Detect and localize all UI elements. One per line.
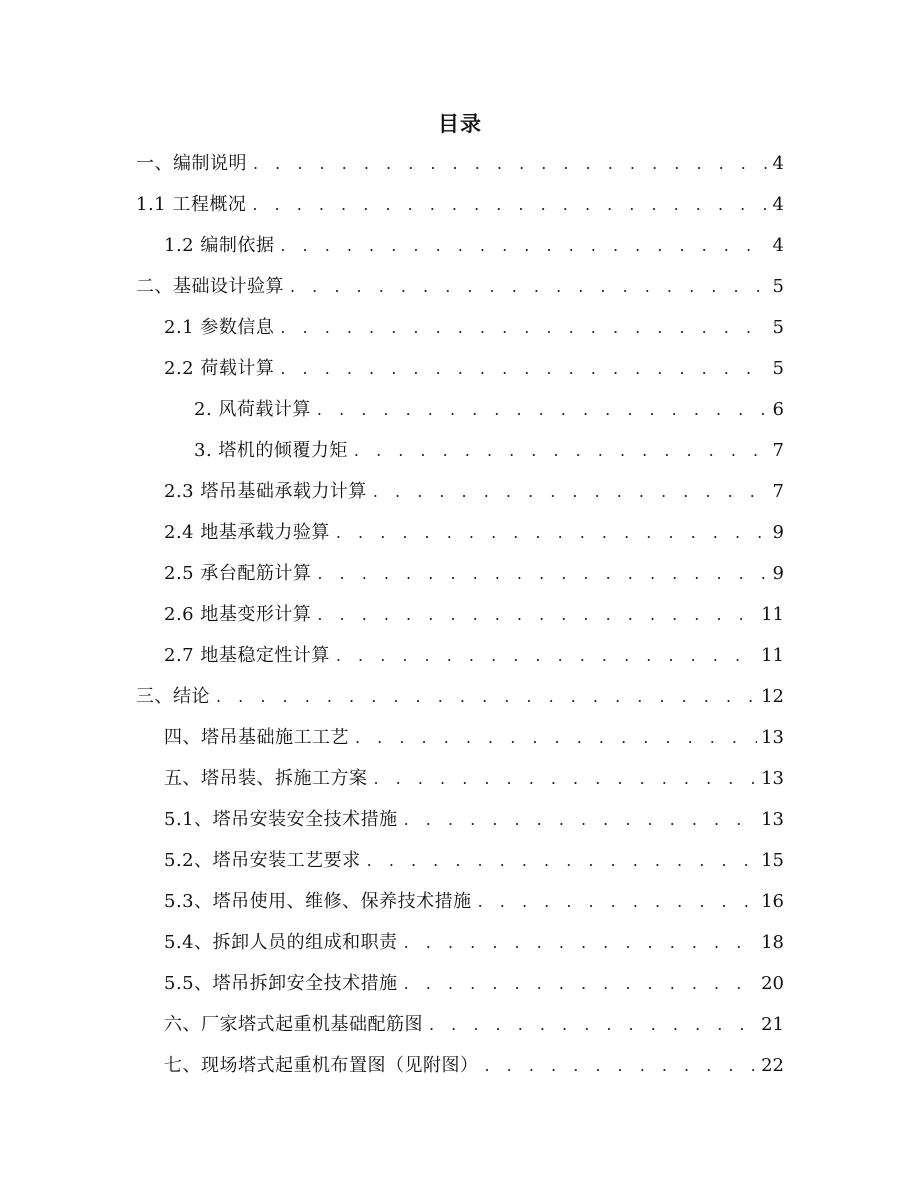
toc-entry-page: 4 (772, 235, 784, 256)
toc-entry-page: 5 (772, 276, 784, 297)
toc-entry-label: 2.7 地基稳定性计算 (164, 645, 330, 666)
toc-entry-page: 20 (761, 973, 784, 994)
toc-dot-leader (429, 1005, 757, 1045)
toc-entry[interactable] (136, 185, 784, 225)
toc-entry-page: 13 (761, 768, 784, 789)
toc-entry-page: 7 (772, 481, 784, 502)
toc-entry-page: 15 (761, 850, 784, 871)
toc-entry-label: 1.1 工程概况 (136, 194, 247, 215)
toc-entry-label: 七、现场塔式起重机布置图（见附图） (164, 1055, 479, 1076)
toc-entry-page: 9 (772, 563, 784, 584)
toc-dot-leader (374, 759, 758, 799)
toc-entry-label: 2.1 参数信息 (164, 317, 275, 338)
toc-entry-page: 7 (772, 440, 784, 461)
toc-entry[interactable] (164, 636, 784, 676)
toc-entry[interactable] (136, 144, 784, 184)
toc-entry-label: 5.3、塔吊使用、维修、保养技术措施 (164, 891, 472, 912)
toc-entry-label: 3. 塔机的倾覆力矩 (194, 440, 348, 461)
toc-entry[interactable] (164, 800, 784, 840)
toc-dot-leader (317, 390, 769, 430)
toc-dot-leader (280, 308, 768, 348)
toc-entry-label: 一、编制说明 (136, 153, 247, 174)
toc-entry-label: 2.3 塔吊基础承载力计算 (164, 481, 367, 502)
toc-entry-page: 4 (772, 194, 784, 215)
toc-entry[interactable] (164, 349, 784, 389)
toc-dot-leader (367, 841, 757, 881)
toc-entry-label: 2.2 荷载计算 (164, 358, 275, 379)
toc-entry[interactable] (164, 595, 784, 635)
toc-entry[interactable] (194, 431, 784, 471)
toc-entry-page: 12 (761, 686, 784, 707)
toc-dot-leader (336, 636, 757, 676)
toc-entry-label: 5.2、塔吊安装工艺要求 (164, 850, 361, 871)
toc-dot-leader (373, 472, 769, 512)
toc-entry-page: 5 (772, 317, 784, 338)
toc-entry-label: 四、塔吊基础施工工艺 (164, 727, 349, 748)
toc-entry-label: 六、厂家塔式起重机基础配筋图 (164, 1014, 423, 1035)
toc-entry[interactable] (164, 513, 784, 553)
toc-entry[interactable] (164, 964, 784, 1004)
toc-entry-label: 1.2 编制依据 (164, 235, 275, 256)
toc-entry[interactable] (164, 308, 784, 348)
toc-entry[interactable] (136, 267, 784, 307)
toc-entry-label: 2.6 地基变形计算 (164, 604, 312, 625)
toc-entry-label: 三、结论 (136, 686, 210, 707)
toc-entry-label: 5.1、塔吊安装安全技术措施 (164, 809, 398, 830)
toc-dot-leader (404, 923, 757, 963)
toc-entry-page: 21 (761, 1014, 784, 1035)
toc-entry-page: 5 (772, 358, 784, 379)
toc-entry[interactable] (164, 554, 784, 594)
toc-dot-leader (336, 513, 769, 553)
toc-entry[interactable] (164, 841, 784, 881)
toc-entry-label: 2.5 承台配筋计算 (164, 563, 312, 584)
toc-entry-label: 2.4 地基承载力验算 (164, 522, 330, 543)
toc-entry[interactable] (164, 472, 784, 512)
toc-entry[interactable] (194, 390, 784, 430)
toc-entry[interactable] (164, 759, 784, 799)
toc-entry-page: 6 (772, 399, 784, 420)
toc-entry[interactable] (164, 718, 784, 758)
toc-dot-leader (485, 1046, 758, 1086)
toc-entry-page: 9 (772, 522, 784, 543)
toc-entry-page: 11 (761, 645, 784, 666)
toc-entry[interactable] (164, 226, 784, 266)
toc-dot-leader (354, 431, 769, 471)
toc-dot-leader (355, 718, 757, 758)
toc-entry[interactable] (164, 882, 784, 922)
toc-entry-label: 五、塔吊装、拆施工方案 (164, 768, 368, 789)
toc-entry-label: 5.5、塔吊拆卸安全技术措施 (164, 973, 398, 994)
toc-entry-page: 13 (761, 727, 784, 748)
toc-dot-leader (317, 554, 768, 594)
toc-entry-page: 13 (761, 809, 784, 830)
toc-entry-label: 5.4、拆卸人员的组成和职责 (164, 932, 398, 953)
toc-dot-leader (478, 882, 757, 922)
toc-dot-leader (280, 349, 768, 389)
toc-entry[interactable] (164, 1046, 784, 1086)
toc-dot-leader (404, 964, 757, 1004)
toc-dot-leader (317, 595, 757, 635)
toc-dot-leader (216, 677, 757, 717)
toc-entry-page: 18 (761, 932, 784, 953)
toc-entry-page: 11 (761, 604, 784, 625)
toc-dot-leader (280, 226, 768, 266)
toc-entry[interactable] (136, 677, 784, 717)
toc-title: 目录 (438, 112, 482, 136)
toc-entry[interactable] (164, 1005, 784, 1045)
toc-entry-page: 4 (772, 153, 784, 174)
toc-entry-label: 二、基础设计验算 (136, 276, 284, 297)
toc-entry-label: 2. 风荷载计算 (194, 399, 311, 420)
toc-dot-leader (253, 144, 769, 184)
toc-entry-page: 22 (761, 1055, 784, 1076)
toc-entry[interactable] (164, 923, 784, 963)
toc-entry-page: 16 (761, 891, 784, 912)
toc-dot-leader (404, 800, 757, 840)
toc-dot-leader (290, 267, 769, 307)
toc-dot-leader (252, 185, 768, 225)
